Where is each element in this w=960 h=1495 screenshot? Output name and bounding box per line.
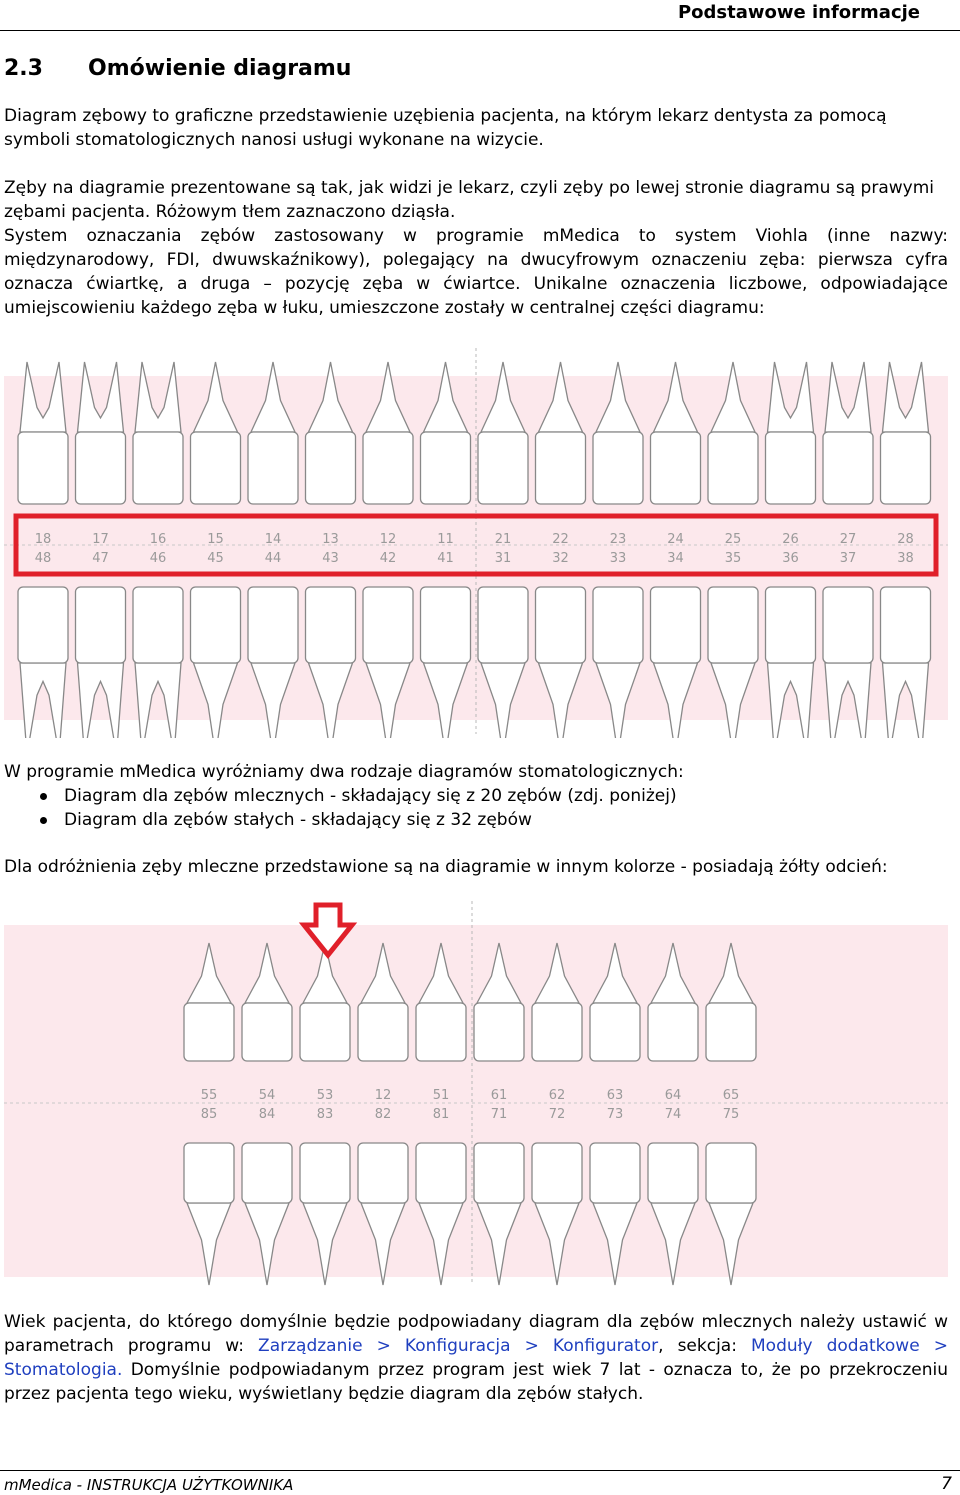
tooth-number: 34 xyxy=(667,551,684,566)
tooth-number: 26 xyxy=(782,532,799,547)
footer-title: mMedica - INSTRUKCJA UŻYTKOWNIKA xyxy=(4,1476,294,1494)
paragraph-config xyxy=(4,1310,948,1406)
tooth-number: 16 xyxy=(149,532,167,547)
tooth-crown xyxy=(766,432,816,504)
tooth-number: 54 xyxy=(258,1088,276,1103)
tooth-crown xyxy=(248,587,298,663)
header-divider xyxy=(0,30,960,31)
tooth-crown xyxy=(766,587,816,663)
tooth-number: 25 xyxy=(724,532,742,547)
tooth-number: 75 xyxy=(722,1107,740,1122)
tooth-number: 53 xyxy=(316,1088,334,1103)
tooth-crown xyxy=(421,432,471,504)
section-number: 2.3 xyxy=(4,56,43,81)
milk-tooth-diagram xyxy=(0,895,960,1287)
tooth-number: 43 xyxy=(322,551,339,566)
tooth-crown xyxy=(474,1143,524,1203)
tooth-crown xyxy=(363,587,413,663)
tooth-crown xyxy=(593,587,643,663)
tooth-number: 22 xyxy=(552,532,569,547)
tooth-number: 72 xyxy=(548,1107,566,1122)
tooth-crown xyxy=(706,1003,756,1061)
tooth-crown xyxy=(651,432,701,504)
tooth-number: 47 xyxy=(92,551,109,566)
running-header: Podstawowe informacje xyxy=(677,2,920,23)
tooth-number: 73 xyxy=(606,1107,624,1122)
list-item-permanent-teeth: Diagram dla zębów stałych - składający się z 32 zębów xyxy=(4,808,677,832)
tooth-crown xyxy=(248,432,298,504)
paragraph-orientation: Zęby na diagramie prezentowane są tak, jak widzi je lekarz, czyli zęby po lewej stronie diagramu są prawymi zębami pacjenta. Różowym tłem zaznaczono dziąsła. xyxy=(4,178,934,222)
tooth-crown xyxy=(648,1143,698,1203)
list-item-milk-teeth: Diagram dla zębów mlecznych - składający się z 20 zębów (zdj. poniżej) xyxy=(4,784,677,808)
config-text-1: Wiek pacjenta, do którego domyślnie będzie podpowiadany diagram dla zębów mlecznych należy ustawić w parametrach programu w: xyxy=(4,1312,948,1356)
config-section-link[interactable]: Moduły dodatkowe > Stomatologia. xyxy=(4,1336,948,1380)
tooth-number: 71 xyxy=(490,1107,508,1122)
tooth-number: 82 xyxy=(374,1107,392,1122)
tooth-crown xyxy=(593,432,643,504)
tooth-number: 28 xyxy=(897,532,914,547)
paragraph-numbering-system: System oznaczania zębów zastosowany w programie mMedica to system Viohla (inne nazwy: międzynarodowy, FDI, dwuwskaźnikowy), polegający na dwucyfrowym oznaczeniu zęba: pierwsza cyfra oznacza ćwiartkę, a druga – pozycję zęba w ćwiartce. Unikalne oznaczenia liczbowe, odpowiadające umiejscowieniu każdego zęba w łuku, umieszczone zostały w centralnej części diagramu: xyxy=(4,226,948,318)
tooth-crown xyxy=(823,432,873,504)
tooth-crown xyxy=(242,1003,292,1061)
tooth-number: 74 xyxy=(664,1107,682,1122)
diagram-types-list xyxy=(4,784,677,832)
config-path-link[interactable]: Zarządzanie > Konfiguracja > Konfigurator xyxy=(258,1336,659,1356)
tooth-number: 44 xyxy=(264,551,282,566)
tooth-number: 21 xyxy=(494,532,512,547)
tooth-crown xyxy=(706,1143,756,1203)
tooth-crown xyxy=(363,432,413,504)
tooth-crown xyxy=(823,587,873,663)
paragraph-milk-teeth-color: Dla odróżnienia zęby mleczne przedstawione są na diagramie w innym kolorze - posiadają żółty odcień: xyxy=(4,857,888,877)
tooth-crown xyxy=(416,1143,466,1203)
tooth-crown xyxy=(184,1003,234,1061)
tooth-number: 81 xyxy=(432,1107,450,1122)
tooth-crown xyxy=(474,1003,524,1061)
tooth-number: 55 xyxy=(200,1088,218,1103)
tooth-crown xyxy=(478,432,528,504)
tooth-number: 23 xyxy=(609,532,627,547)
tooth-number: 32 xyxy=(552,551,569,566)
tooth-crown xyxy=(133,587,183,663)
tooth-number: 13 xyxy=(322,532,339,547)
tooth-crown xyxy=(184,1143,234,1203)
tooth-crown xyxy=(18,587,68,663)
tooth-number: 35 xyxy=(724,551,742,566)
tooth-crown xyxy=(191,432,241,504)
tooth-crown xyxy=(536,432,586,504)
tooth-crown xyxy=(306,432,356,504)
tooth-number: 36 xyxy=(782,551,799,566)
tooth-number: 31 xyxy=(494,551,512,566)
tooth-number: 61 xyxy=(490,1088,508,1103)
tooth-number: 85 xyxy=(200,1107,218,1122)
tooth-crown xyxy=(708,587,758,663)
gum-background xyxy=(4,925,948,1277)
tooth-number: 33 xyxy=(609,551,627,566)
tooth-number: 41 xyxy=(437,551,454,566)
tooth-number: 17 xyxy=(92,532,109,547)
paragraph-diagram-types: W programie mMedica wyróżniamy dwa rodzaje diagramów stomatologicznych: xyxy=(4,762,684,782)
tooth-number: 83 xyxy=(316,1107,334,1122)
config-text-3: Domyślnie podpowiadanym przez program jest wiek 7 lat - oznacza to, że po przekroczeniu przez pacjenta tego wieku, wyświetlany będzie diagram dla zębów stałych. xyxy=(4,1360,948,1404)
tooth-number: 51 xyxy=(432,1088,450,1103)
tooth-crown xyxy=(191,587,241,663)
tooth-crown xyxy=(76,587,126,663)
tooth-crown xyxy=(300,1143,350,1203)
tooth-number: 15 xyxy=(207,532,224,547)
adult-tooth-diagram xyxy=(0,342,960,738)
tooth-number: 18 xyxy=(34,532,52,547)
tooth-crown xyxy=(478,587,528,663)
footer-divider xyxy=(0,1470,960,1471)
tooth-crown xyxy=(416,1003,466,1061)
tooth-crown xyxy=(651,587,701,663)
tooth-crown xyxy=(590,1003,640,1061)
tooth-number: 24 xyxy=(667,532,684,547)
page-number: 7 xyxy=(941,1474,952,1494)
tooth-number: 12 xyxy=(379,532,397,547)
tooth-crown xyxy=(708,432,758,504)
section-title-text: Omówienie diagramu xyxy=(88,56,352,81)
config-text-2: , sekcja: xyxy=(658,1336,752,1356)
tooth-crown xyxy=(133,432,183,504)
tooth-crown xyxy=(306,587,356,663)
tooth-number: 27 xyxy=(839,532,857,547)
paragraph-intro: Diagram zębowy to graficzne przedstawienie uzębienia pacjenta, na którym lekarz dentysta za pomocą symboli stomatologicznych nanosi usługi wykonane na wizycie. xyxy=(4,106,887,150)
tooth-crown xyxy=(358,1143,408,1203)
tooth-number: 62 xyxy=(548,1088,566,1103)
section-title xyxy=(4,56,351,81)
tooth-number: 12 xyxy=(374,1088,392,1103)
tooth-crown xyxy=(881,587,931,663)
tooth-crown xyxy=(648,1003,698,1061)
tooth-crown xyxy=(300,1003,350,1061)
tooth-number: 37 xyxy=(839,551,857,566)
tooth-number: 14 xyxy=(264,532,282,547)
tooth-number: 46 xyxy=(149,551,167,566)
tooth-crown xyxy=(590,1143,640,1203)
tooth-number: 65 xyxy=(722,1088,740,1103)
tooth-number: 42 xyxy=(379,551,397,566)
tooth-crown xyxy=(881,432,931,504)
tooth-number: 38 xyxy=(897,551,914,566)
tooth-number: 45 xyxy=(207,551,224,566)
tooth-crown xyxy=(421,587,471,663)
tooth-number: 11 xyxy=(437,532,454,547)
tooth-crown xyxy=(532,1143,582,1203)
tooth-number: 84 xyxy=(258,1107,276,1122)
tooth-number: 63 xyxy=(606,1088,624,1103)
tooth-crown xyxy=(76,432,126,504)
tooth-crown xyxy=(242,1143,292,1203)
tooth-crown xyxy=(358,1003,408,1061)
tooth-number: 48 xyxy=(34,551,52,566)
tooth-crown xyxy=(536,587,586,663)
tooth-number: 64 xyxy=(664,1088,682,1103)
tooth-crown xyxy=(18,432,68,504)
tooth-crown xyxy=(532,1003,582,1061)
